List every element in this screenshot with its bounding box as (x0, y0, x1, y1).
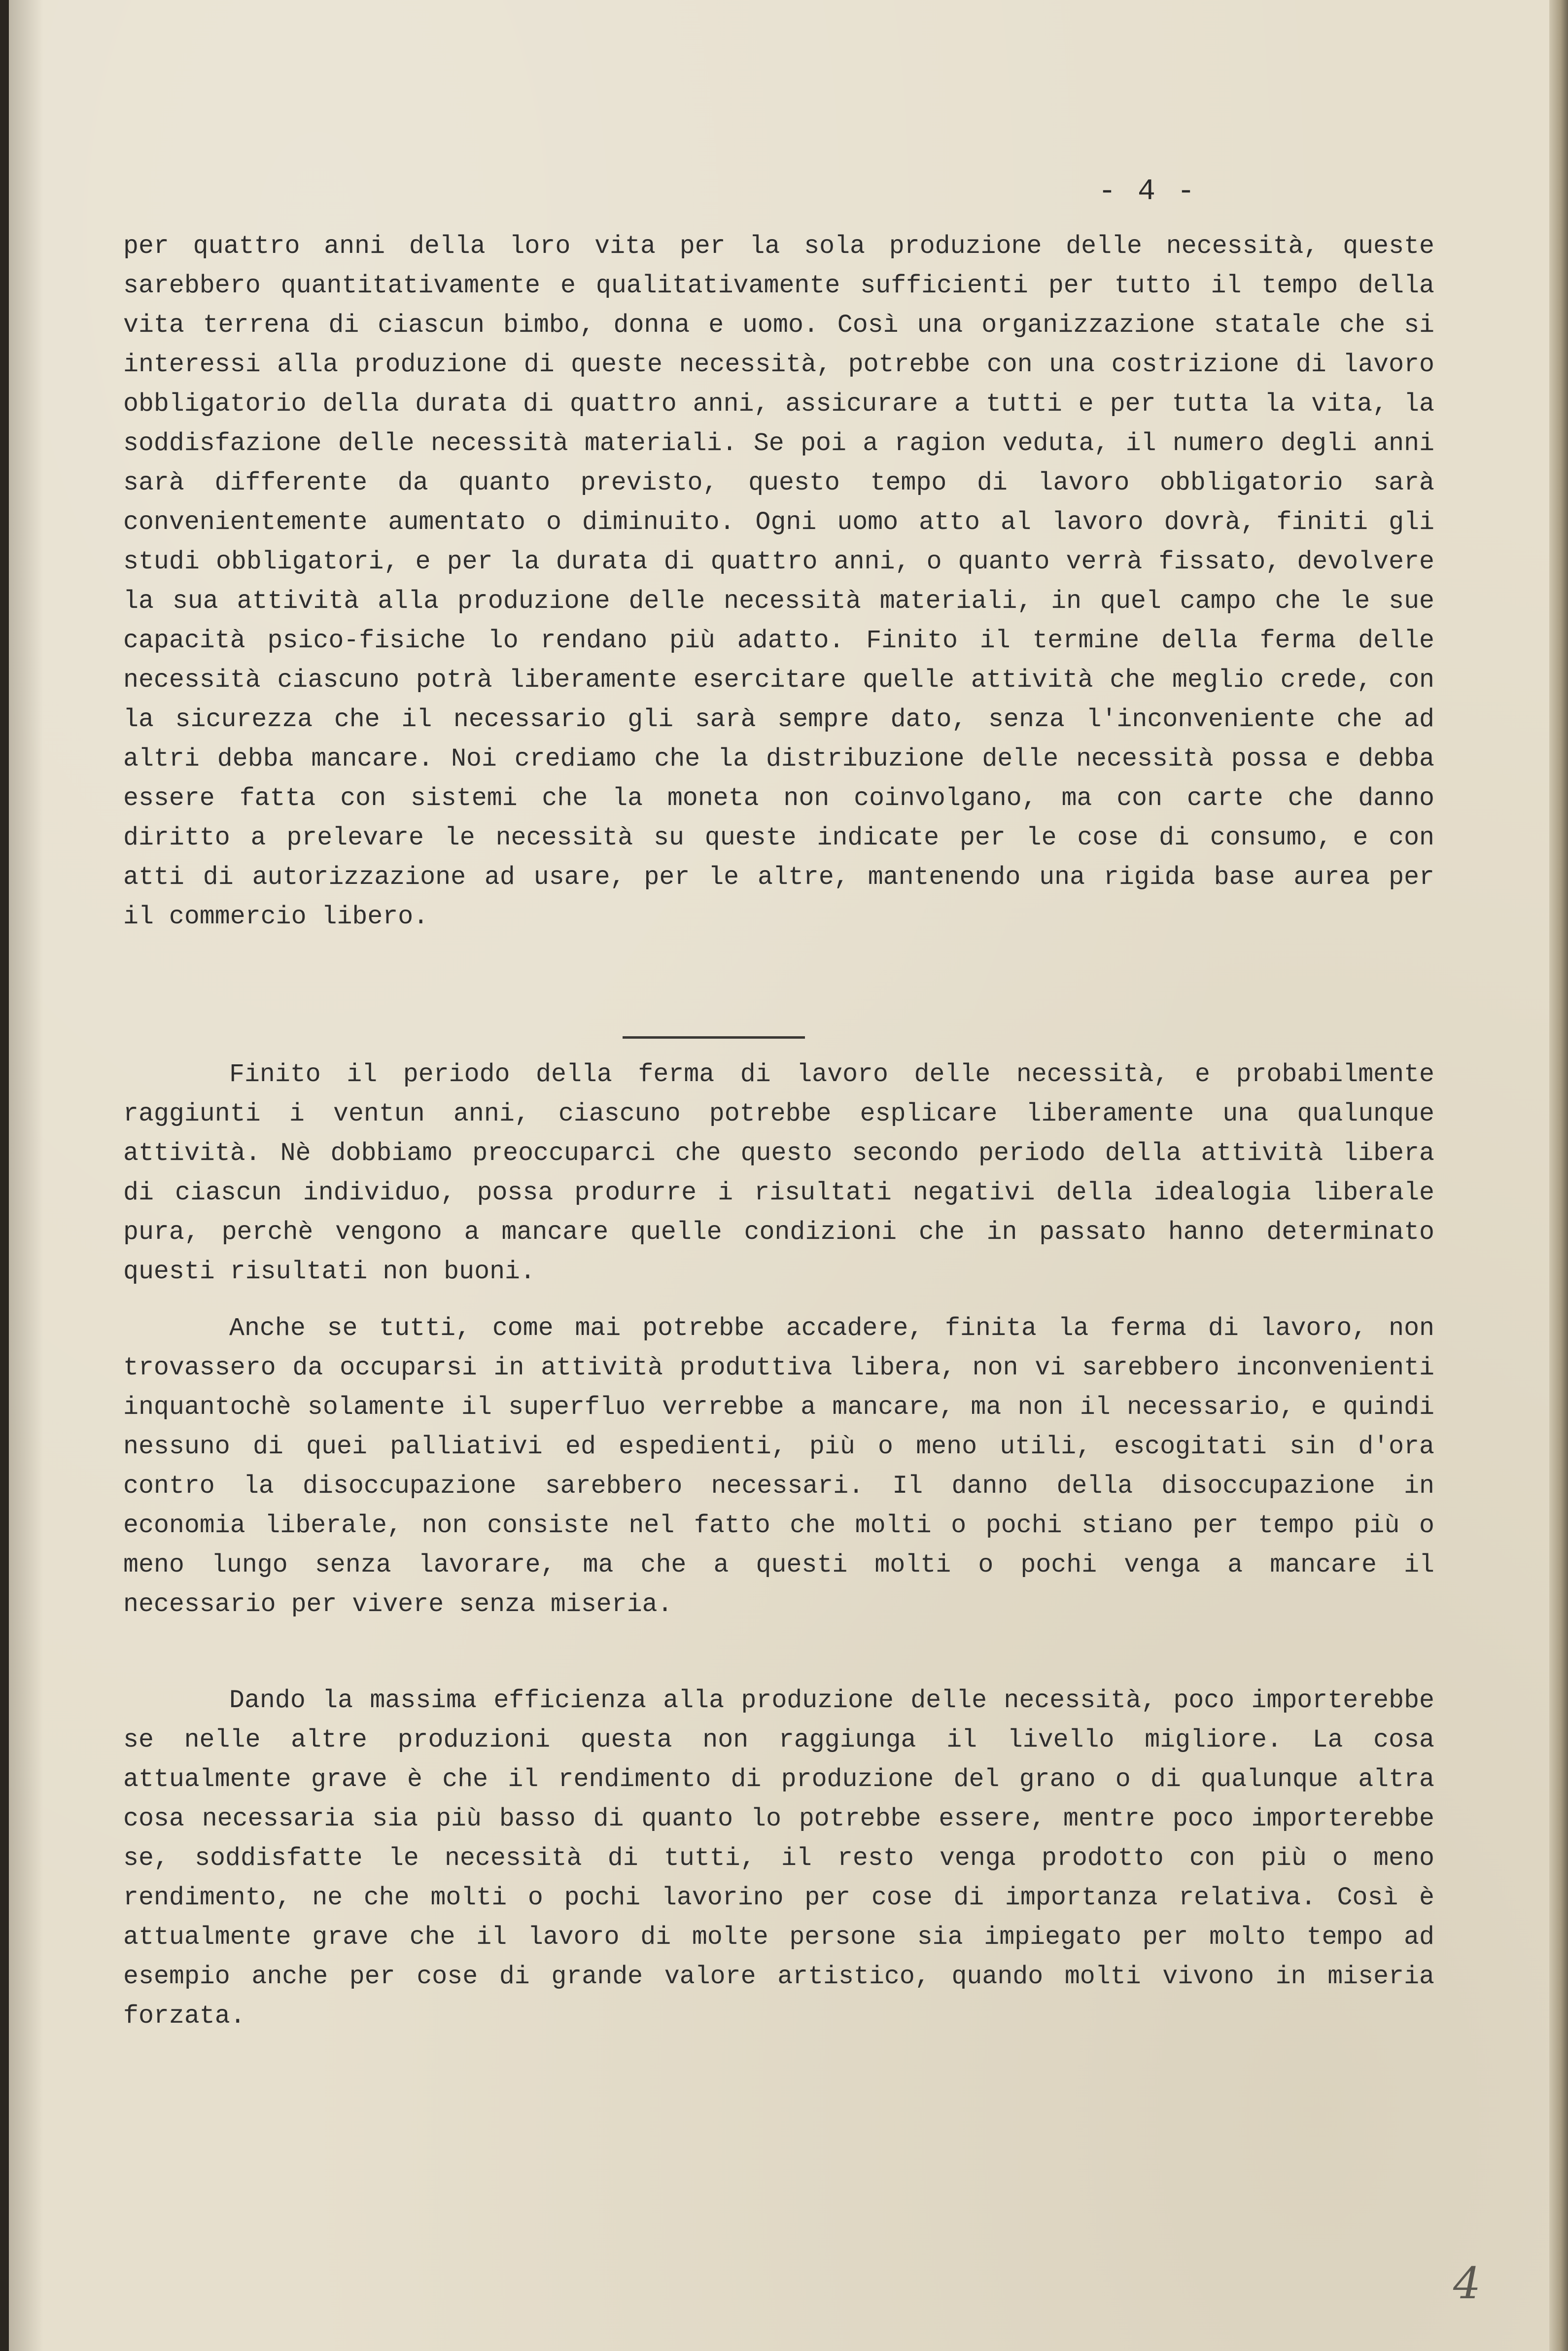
binding-edge (1549, 0, 1568, 2351)
paragraph-2 (123, 1055, 1434, 1292)
typewritten-page (9, 0, 1549, 2351)
paragraph-1 (123, 227, 1434, 937)
paragraph-text: Dando la massima efficienza alla produzione delle necessità, poco importerebbe se nelle altre produzioni questa non raggiunga il livello migliore. La cosa attualmente grave è che il rendimento di produzione del grano o di qualunque altra cosa necessaria sia più basso di quanto lo potrebbe essere, mentre poco importerebbe se, soddisfatte le necessità di tutti, il resto venga prodotto con più o meno rendimento, ne che molti o pochi lavorino per cose di importanza relativa. Così è attualmente grave che il lavoro di molte persone sia impiegato per molto tempo ad esempio anche per cose di grande valore artistico, quando molti vivono in miseria forzata. (123, 1686, 1434, 2031)
page-left-shadow (9, 0, 43, 2351)
paragraph-4 (123, 1681, 1434, 2036)
handwritten-page-mark: 4 (1453, 2258, 1481, 2309)
page-number: - 4 - (1098, 175, 1197, 209)
paragraph-text: per quattro anni della loro vita per la sola produzione delle necessità, queste sarebbero quantitativamente e qualitativamente sufficienti per tutto il tempo della vita terrena di ciascun bimbo, donna e uomo. Così una organizzazione statale che si interessi alla produzione di queste necessità, potrebbe con una costrizione di lavoro obbligatorio della durata di quattro anni, assicurare a tutti e per tutta la vita, la soddisfazione delle necessità materiali. Se poi a ragion veduta, il numero degli anni sarà differente da quanto previsto, questo tempo di lavoro obbligatorio sarà convenientemente aumentato o diminuito. Ogni uomo atto al lavoro dovrà, finiti gli studi obbligatori, e per la durata di quattro anni, o quanto verrà fissato, devolvere la sua attività alla produzione delle necessità materiali, in quel campo che le sue capacità psico-fisiche lo rendano più adatto. Finito il termine della ferma delle necessità ciascuno potrà liberamente esercitare quelle attività che meglio crede, con la sicurezza che il necessario gli sarà sempre dato, senza l'inconveniente che ad altri debba mancare. Noi crediamo che la distribuzione delle necessità possa e debba essere fatta con sistemi che la moneta non coinvolgano, ma con carte che danno diritto a prelevare le necessità su queste indicate per le cose di consumo, e con atti di autorizzazione ad usare, per le altre, mantenendo una rigida base aurea per il commercio libero. (123, 232, 1434, 931)
paragraph-text: Finito il periodo della ferma di lavoro delle necessità, e probabilmente raggiunti i ventun anni, ciascuno potrebbe esplicare liberamente una qualunque attività. Nè dobbiamo preoccuparci che questo secondo periodo della attività libera di ciascun individuo, possa produrre i risultati negativi della idealogia liberale pura, perchè vengono a mancare quelle condizioni che in passato hanno determinato questi risultati non buoni. (123, 1060, 1434, 1286)
paragraph-text: Anche se tutti, come mai potrebbe accadere, finita la ferma di lavoro, non trovassero da occuparsi in attività produttiva libera, non vi sarebbero inconvenienti inquantochè solamente il superfluo verrebbe a mancare, ma non il necessario, e quindi nessuno di quei palliativi ed espedienti, più o meno utili, escogitati sin d'ora contro la disoccupazione sarebbero necessari. Il danno della disoccupazione in economia liberale, non consiste nel fatto che molti o pochi stiano per tempo più o meno lungo senza lavorare, ma che a questi molti o pochi venga a mancare il necessario per vivere senza miseria. (123, 1314, 1434, 1619)
section-divider (623, 1036, 805, 1039)
paragraph-3 (123, 1309, 1434, 1624)
